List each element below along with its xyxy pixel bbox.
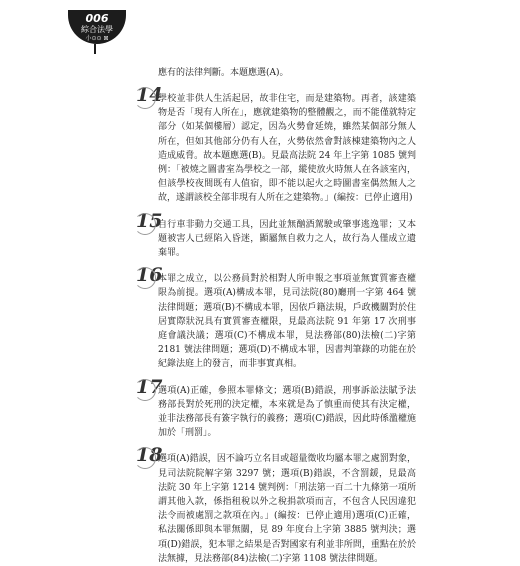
intro-text: 應有的法律判斷。本題應選(A)。 [158, 68, 289, 78]
answer-item [98, 444, 416, 566]
page-content [98, 66, 416, 566]
page-number: 006 [85, 12, 109, 25]
header-rule [94, 44, 96, 54]
question-number: 17 [136, 375, 163, 398]
section-subtitle: 小⊙⊙ ⊠ [85, 35, 109, 42]
question-number: 18 [136, 444, 163, 467]
answer-text: 選項(A)正確，參照本罪條文；選項(B)錯誤，刑事訴訟法賦予法務部長對於死刑的決定權，本來就是為了慎重而使其有決定權，並非法務部長有簽字執行的義務；選項(C)錯誤，因此時係濫權施加於「刑罰」。 [158, 385, 416, 439]
question-number: 14 [136, 84, 163, 106]
answer-text: 學校並非供人生活起居，故非住宅，而是建築物。再者，該建築物是否「現有人所在」，應就建築物的整體觀之，而不能僅就特定部分（如某個樓層）認定，因為火勢會延燒，雖然某個部分無人所在，但如其他部分仍有人在，火勢依然會對該棟建築物內之人造成威脅。故本題應選(B)。見最高法院 24 年上字第 1085 號判例：「被燒之圖書室為學校之一部，縱使放火時無人在各該室內，但該學校夜間既有人值宿，即不能以起火之時圖書室偶然無人之故，遂謂該校全部非現有人所在之建築物。」(編按：已停止適用) [158, 94, 416, 204]
question-number: 16 [136, 264, 163, 287]
answer-text: 選項(A)錯誤，因不論巧立名目或超量徵收均屬本罪之處罰對象，見司法院院解字第 3297 號；選項(B)錯誤，不含罰鍰，見最高法院 30 年上字第 1214 號判例：「刑法第一百二十九條第一項所謂其他入款，係指租稅以外之稅捐款項而言，不包含人民因違犯法令而被處罰之款項在內。」(編按：已停止適用)選項(C)正確，私法關係即與本罪無關，見 89 年度台上字第 3885 號判決；選項(D)錯誤，犯本罪之結果是否對國家有利並非所問，重點在於於法無據，見法務部(84)法檢(二)字第 1108 號法律問題。 [158, 454, 416, 564]
section-name: 綜合法學 [81, 25, 113, 34]
answer-item [98, 84, 416, 206]
answer-item [98, 264, 416, 371]
answer-text: 自行車非動力交通工具，因此並無酗酒駕駛或肇事逃逸罪；又本題被害人已經陷入昏迷，顯屬無自救力之人，故行為人僅成立遺棄罪。 [158, 219, 416, 259]
answer-item [98, 209, 416, 261]
page-badge [68, 10, 126, 44]
answer-text: 本罪之成立，以公務員對於相對人所申報之事項並無實質審查權限為前提。選項(A)構成本罪，見司法院(80)廳刑一字第 464 號法律問題；選項(B)不構成本罪，因依戶籍法規，戶政機關對於住居實際狀況具有實質審查權限，見最高法院 91 年第 17 次刑事庭會議決議；選項(C)不構成本罪，見法務部(80)法檢(二)字第 2181 號法律問題；選項(D)不構成本罪，因書判筆錄的功能在於紀錄法庭上的發言，而非事實真相。 [158, 274, 416, 370]
question-number: 15 [136, 209, 163, 232]
answer-item [98, 375, 416, 441]
